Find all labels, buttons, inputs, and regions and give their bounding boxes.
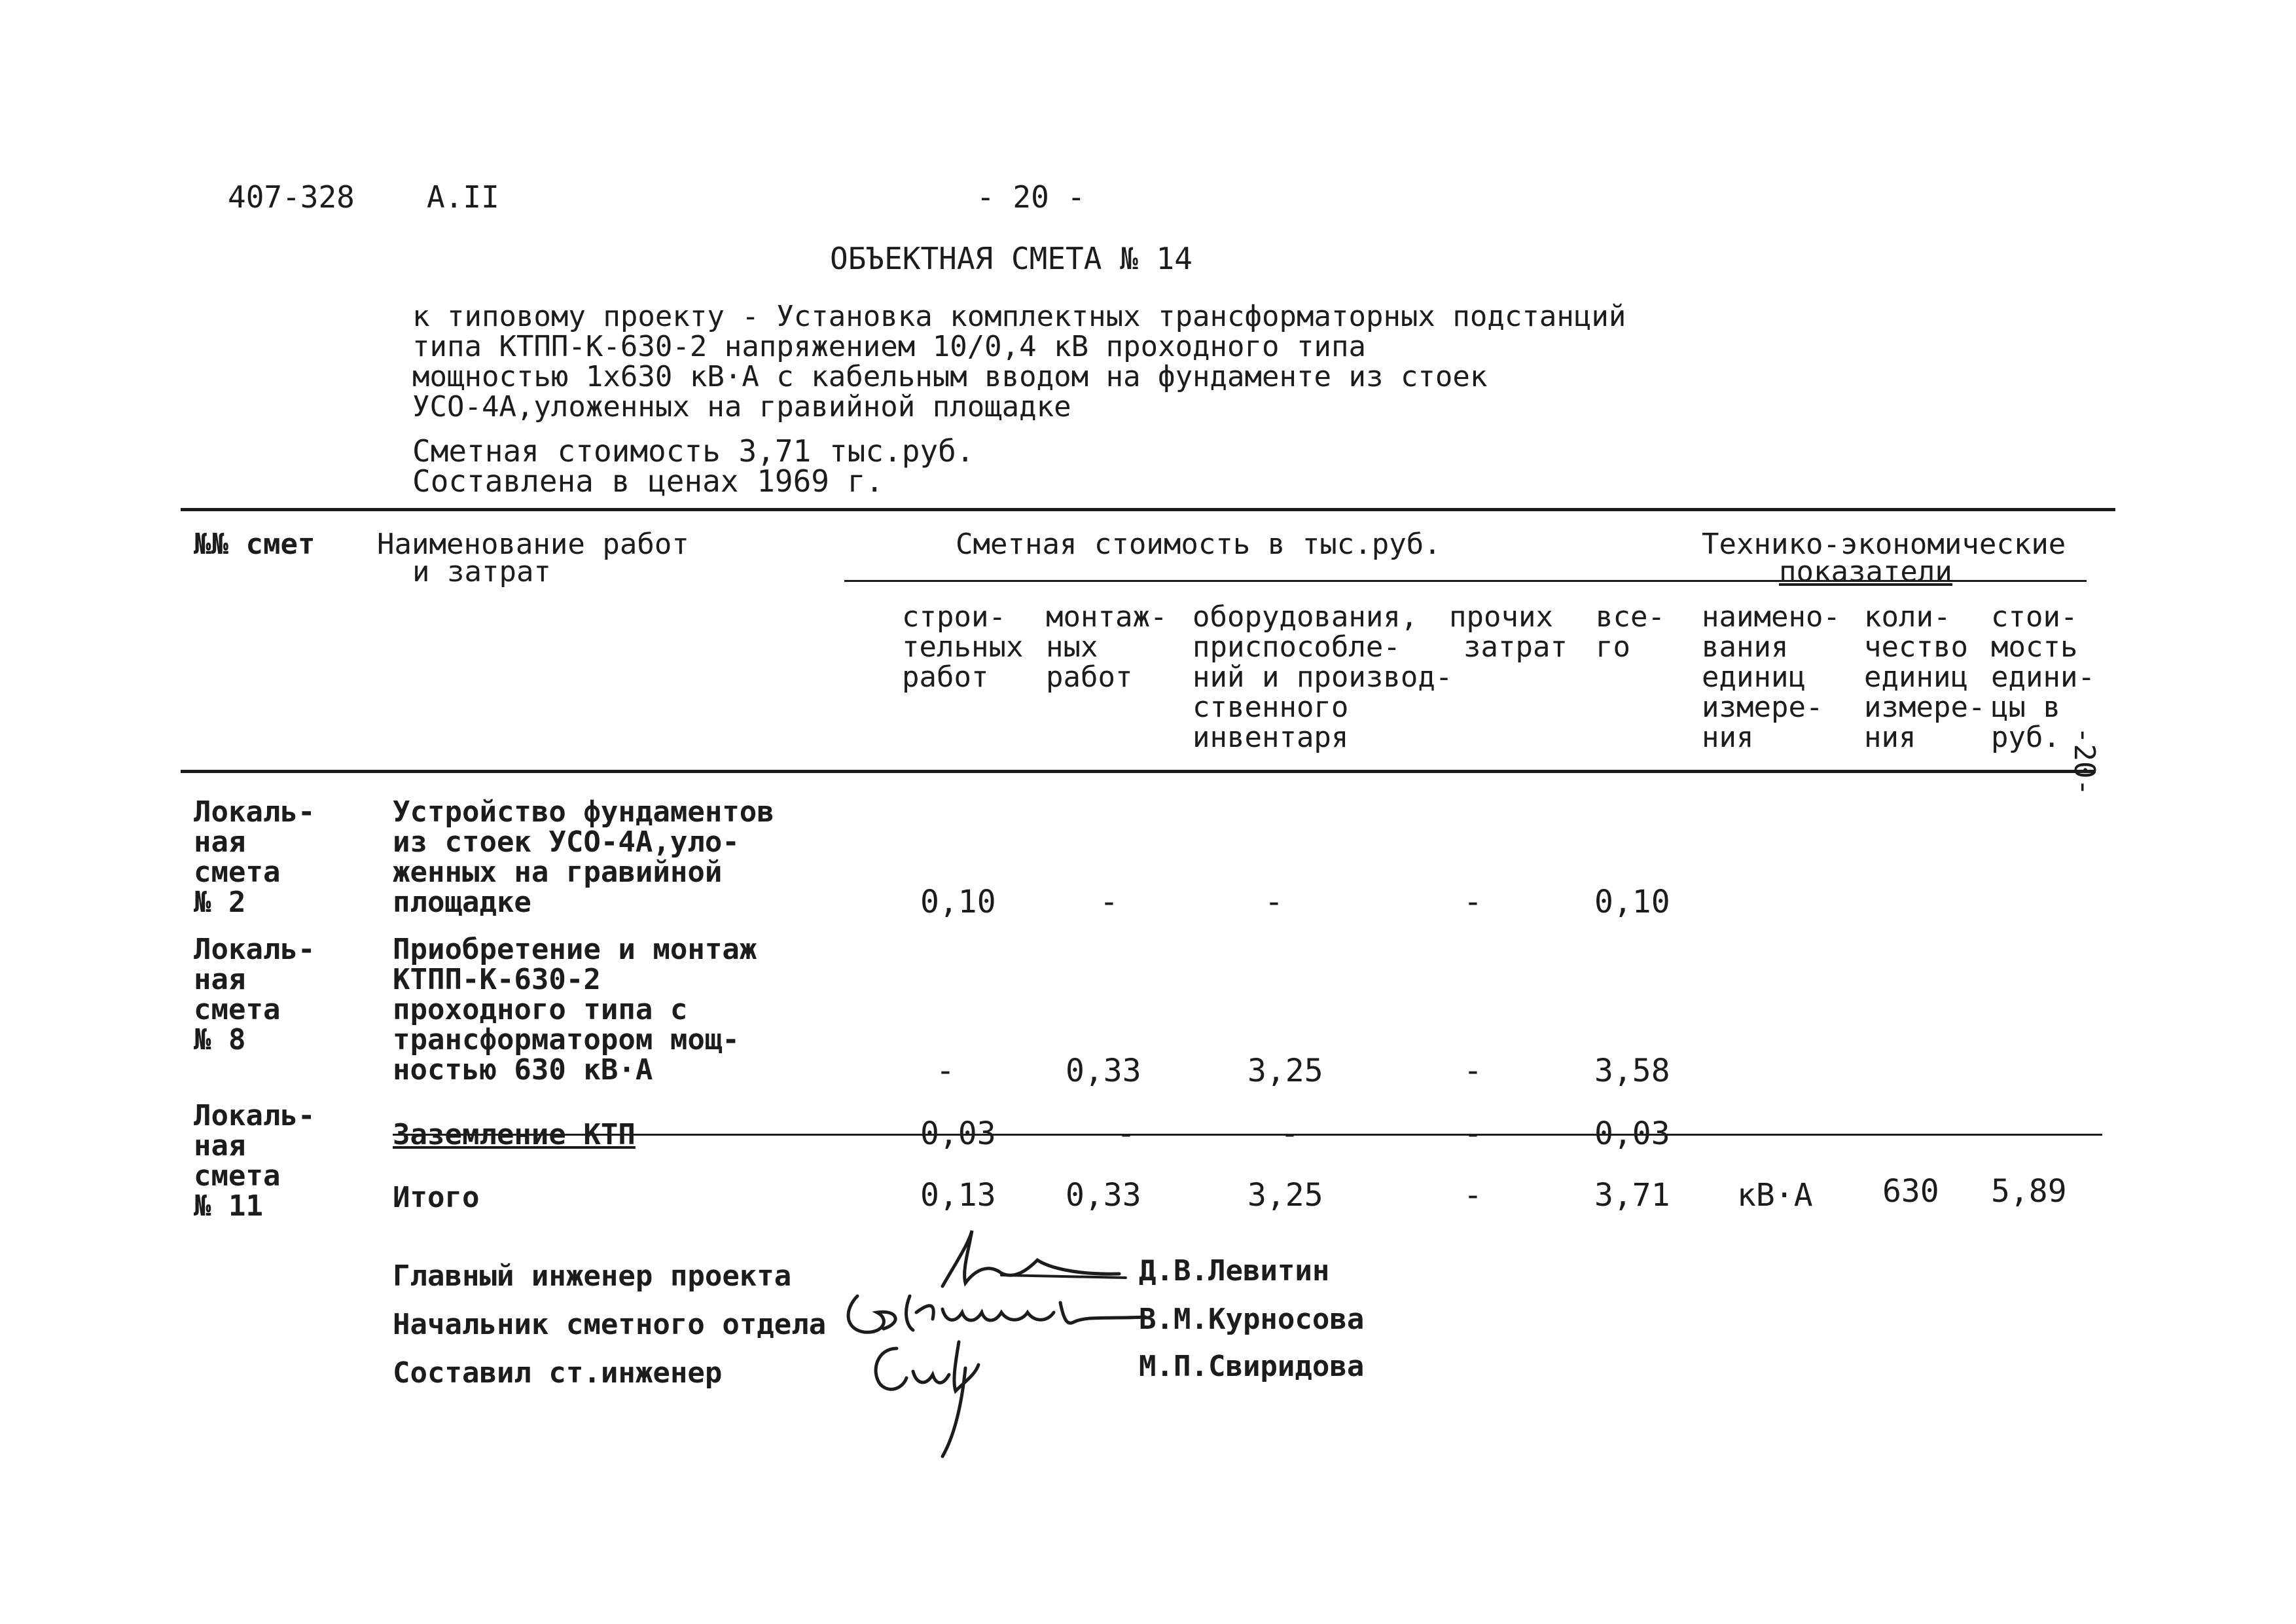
row-2-total: 3,58 [1594,1053,1670,1089]
row-1-other: - [1463,884,1482,920]
row-3-estimate: Локаль- ная смета № 11 [194,1099,315,1223]
header-estimate-number: №№ смет [194,528,315,561]
header-tech-group-line-2: показатели [1779,555,1952,588]
document-code: 407-328 [228,179,355,215]
signature-name-estimates-head: В.М.Курносова [1139,1303,1365,1336]
row-1-construction: 0,10 [920,884,996,920]
totals-unit-quantity: 630 [1882,1173,1939,1210]
signature-role-estimates-head: Начальник сметного отдела [393,1308,827,1341]
totals-installation: 0,33 [1066,1177,1141,1214]
header-unit-name: наимено- вания единиц измере- ния [1702,600,1840,754]
totals-construction: 0,13 [920,1177,996,1214]
row-3-installation: - [1117,1115,1136,1152]
totals-equipment: 3,25 [1247,1177,1323,1214]
project-description-line-4: УСО-4А,уложенных на гравийной площадке [412,390,1071,424]
header-installation-works: монтаж- ных работ [1046,600,1168,694]
header-cost-group: Сметная стоимость в тыс.руб. [956,528,1441,561]
totals-label: Итого [393,1181,480,1214]
project-description-line-2: типа КТПП-К-630-2 напряжением 10/0,4 кВ проходного типа [412,330,1366,363]
estimated-cost: Сметная стоимость 3,71 тыс.руб. [412,433,975,469]
header-equipment: оборудования, приспособле- ний и производ- ственного инвентаря [1193,600,1453,754]
header-work-name-line-1: Наименование работ [377,528,689,561]
row-2-work-name: Приобретение и монтаж КТПП-К-630-2 проходного типа с трансформатором мощ- ностью 630 кВ·А [393,933,757,1087]
totals-total: 3,71 [1594,1177,1670,1214]
header-unit-cost: стои- мость едини- цы в руб. [1991,600,2095,754]
header-total: все- го [1596,600,1665,664]
margin-page-number: -20- [2068,727,2101,796]
row-2-estimate: Локаль- ная смета № 8 [194,933,315,1056]
row-1-total: 0,10 [1594,884,1670,920]
header-unit-quantity: коли- чество единиц измере- ния [1864,600,1986,754]
row-2-installation: 0,33 [1066,1053,1141,1089]
signature-role-chief-engineer: Главный инженер проекта [393,1259,792,1293]
project-description-line-3: мощностью 1х630 кВ·А с кабельным вводом на фундаменте из стоек [412,360,1488,393]
row-1-estimate: Локаль- ная смета № 2 [194,795,315,919]
price-basis: Составлена в ценах 1969 г. [412,463,884,499]
totals-other: - [1463,1177,1482,1214]
project-description-line-1: к типовому проекту - Установка комплектных трансформаторных подстанций [412,300,1626,333]
header-work-name-line-2: и затрат [412,555,551,588]
album-number: А.II [427,179,499,215]
row-1-installation: - [1100,884,1119,920]
page-number: - 20 - [977,179,1086,215]
signature-name-senior-engineer: М.П.Свиридова [1139,1350,1365,1383]
table-top-rule [181,508,2115,511]
row-3-equipment: - [1280,1115,1299,1152]
header-construction-works: строи- тельных работ [902,600,1024,694]
totals-unit-name: кВ·А [1737,1177,1813,1214]
row-2-construction: - [936,1053,955,1089]
signature-name-chief-engineer: Д.В.Левитин [1139,1254,1330,1288]
row-1-work-name: Устройство фундаментов из стоек УСО-4А,уло- женных на гравийной площадке [393,795,774,919]
header-other-costs: прочих затрат [1449,600,1568,664]
totals-unit-cost: 5,89 [1991,1173,2067,1210]
header-bottom-rule [181,770,2096,773]
row-2-equipment: 3,25 [1247,1053,1323,1089]
header-tech-group-line-1: Технико-экономические [1702,528,2066,561]
document-title: ОБЪЕКТНАЯ СМЕТА № 14 [830,241,1193,276]
row-3-work-name: Заземление КТП [393,1118,636,1151]
row-3-total: 0,03 [1594,1115,1670,1152]
row-3-other: - [1463,1115,1482,1152]
signature-role-senior-engineer: Составил ст.инженер [393,1356,723,1390]
handwritten-signature-3 [851,1335,1021,1460]
row-3-construction: 0,03 [920,1115,996,1152]
row-2-other: - [1463,1053,1482,1089]
subtotal-rule [393,1134,2102,1136]
row-1-equipment: - [1265,884,1283,920]
